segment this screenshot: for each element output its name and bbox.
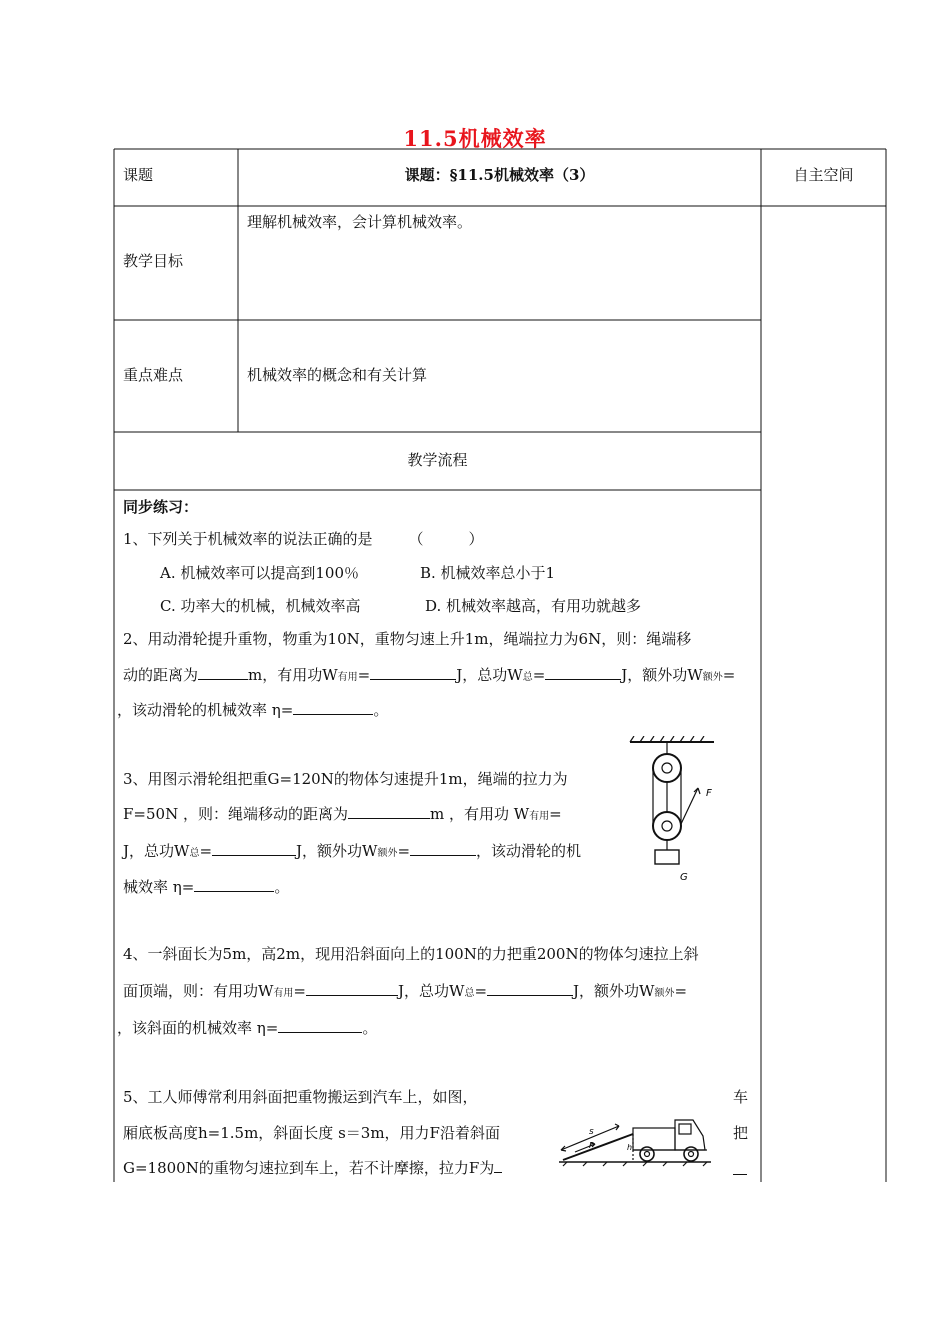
pulley-figure bbox=[622, 736, 722, 882]
q5-line2: 厢底板高度h=1.5m，斜面长度 s＝3m，用力F沿着斜面 bbox=[123, 1124, 500, 1142]
q4-text-b: = bbox=[293, 982, 306, 1000]
q4-text-c: J，总功W bbox=[398, 982, 465, 1000]
q5-line2-right: 把 bbox=[733, 1124, 749, 1142]
q4-sub-useful: 有用 bbox=[273, 988, 294, 999]
q1-stem bbox=[123, 528, 484, 549]
q2-sub-extra: 额外 bbox=[702, 672, 723, 683]
q3-blank-distance[interactable] bbox=[348, 804, 430, 819]
q2-text-h: ，该动滑轮的机械效率 η= bbox=[117, 701, 294, 719]
ramp-h-label: h bbox=[627, 1143, 633, 1152]
header-space: 自主空间 bbox=[793, 166, 854, 184]
flow-label: 教学流程 bbox=[407, 451, 468, 469]
q5-line1: 5、工人师傅常利用斜面把重物搬运到汽车上，如图， bbox=[123, 1088, 478, 1106]
q4-text-e: J，额外功W bbox=[573, 982, 655, 1000]
q3-sub-useful: 有用 bbox=[529, 811, 550, 822]
header-topic: 课题：§11.5机械效率（3） bbox=[404, 166, 595, 184]
q3-blank-total[interactable] bbox=[212, 841, 296, 856]
q4-blank-efficiency[interactable] bbox=[278, 1018, 362, 1033]
pulley-f-label: F bbox=[706, 788, 712, 799]
q1-answer-paren: （ ） bbox=[408, 530, 484, 548]
q3-line1: 3、用图示滑轮组把重G=120N的物体匀速提升1m，绳端的拉力为 bbox=[123, 770, 568, 788]
q3-sub-extra: 额外 bbox=[377, 848, 398, 859]
q3-line3 bbox=[123, 840, 581, 861]
q4-line3 bbox=[117, 1017, 377, 1038]
q3-sub-total: 总 bbox=[189, 848, 200, 859]
ramp-s-label: s bbox=[589, 1127, 594, 1137]
q3-text-f: J，额外功W bbox=[296, 842, 378, 860]
q2-line2 bbox=[123, 664, 735, 685]
q5-blank-force[interactable] bbox=[494, 1158, 502, 1173]
q4-text-h: 。 bbox=[362, 1019, 378, 1037]
q2-blank-distance[interactable] bbox=[198, 665, 248, 680]
q5-blank-continue[interactable] bbox=[733, 1160, 747, 1175]
q3-text-j: 。 bbox=[274, 878, 290, 896]
q2-blank-efficiency[interactable] bbox=[293, 700, 373, 715]
q2-text-e: = bbox=[532, 666, 546, 684]
page-title: 11.5机械效率 bbox=[403, 126, 547, 151]
q1-option-d: D. 机械效率越高，有用功就越多 bbox=[425, 597, 642, 615]
practice-heading: 同步练习： bbox=[123, 498, 199, 516]
q3-text-e: = bbox=[199, 842, 213, 860]
q1-option-c: C. 功率大的机械，机械效率高 bbox=[160, 597, 361, 615]
q3-text-g: = bbox=[397, 842, 411, 860]
q3-text-c: = bbox=[549, 805, 562, 823]
q3-text-a: F=50N ，则：绳端移动的距离为 bbox=[123, 805, 348, 823]
q2-sub-useful: 有用 bbox=[337, 672, 358, 683]
q2-blank-useful[interactable] bbox=[370, 665, 456, 680]
q2-text-d: J，总功W bbox=[456, 666, 523, 684]
q3-text-h: ，该动滑轮的机 bbox=[476, 842, 582, 860]
q2-sub-total: 总 bbox=[522, 672, 533, 683]
q4-text-a: 面顶端，则：有用功W bbox=[123, 982, 274, 1000]
q4-sub-extra: 额外 bbox=[654, 988, 675, 999]
q4-line2 bbox=[123, 980, 687, 1001]
q4-text-g: ，该斜面的机械效率 η= bbox=[117, 1019, 279, 1037]
q2-text-b: m，有用功W bbox=[248, 666, 338, 684]
ramp-f-label: F bbox=[589, 1141, 594, 1150]
q1-option-a: A. 机械效率可以提高到100％ bbox=[160, 564, 360, 582]
q3-text-b: m ，有用功 W bbox=[429, 805, 530, 823]
q5-text-a: G=1800N的重物匀速拉到车上，若不计摩擦，拉力F为 bbox=[123, 1159, 495, 1177]
pulley-g-label: G bbox=[680, 872, 688, 882]
key-text: 机械效率的概念和有关计算 bbox=[247, 366, 428, 384]
q4-sub-total: 总 bbox=[464, 988, 475, 999]
header-label: 课题 bbox=[123, 166, 154, 184]
q2-text-f: J，额外功W bbox=[621, 666, 703, 684]
key-label: 重点难点 bbox=[123, 366, 184, 384]
q2-text-c: = bbox=[357, 666, 371, 684]
q2-text-a: 动的距离为 bbox=[123, 666, 199, 684]
q3-text-d: J，总功W bbox=[123, 842, 190, 860]
q5-line3 bbox=[123, 1157, 502, 1178]
q2-line3 bbox=[117, 699, 388, 720]
q4-blank-useful[interactable] bbox=[306, 981, 398, 996]
ramp-truck-figure bbox=[555, 1104, 715, 1168]
q3-line4 bbox=[123, 876, 289, 897]
q1-stem-text: 1、下列关于机械效率的说法正确的是 bbox=[123, 530, 373, 548]
q4-text-f: = bbox=[674, 982, 688, 1000]
goal-label: 教学目标 bbox=[123, 252, 184, 270]
q4-line1: 4、一斜面长为5m，高2m，现用沿斜面向上的100N的力把重200N的物体匀速拉上斜 bbox=[123, 945, 699, 963]
goal-text: 理解机械效率，会计算机械效率。 bbox=[247, 213, 473, 231]
q3-blank-efficiency[interactable] bbox=[194, 877, 274, 892]
q3-text-i: 械效率 η= bbox=[123, 878, 195, 896]
q5-line1-right: 车 bbox=[733, 1088, 749, 1106]
q3-blank-extra[interactable] bbox=[410, 841, 476, 856]
q4-blank-total[interactable] bbox=[487, 981, 573, 996]
q4-text-d: = bbox=[474, 982, 488, 1000]
q2-text-i: 。 bbox=[373, 701, 389, 719]
q1-option-b: B. 机械效率总小于1 bbox=[420, 564, 556, 582]
q2-blank-total[interactable] bbox=[545, 665, 621, 680]
q3-line2 bbox=[123, 803, 562, 824]
q2-line1: 2、用动滑轮提升重物，物重为10N，重物匀速上升1m，绳端拉力为6N，则：绳端移 bbox=[123, 630, 692, 648]
q2-text-g: = bbox=[722, 666, 736, 684]
